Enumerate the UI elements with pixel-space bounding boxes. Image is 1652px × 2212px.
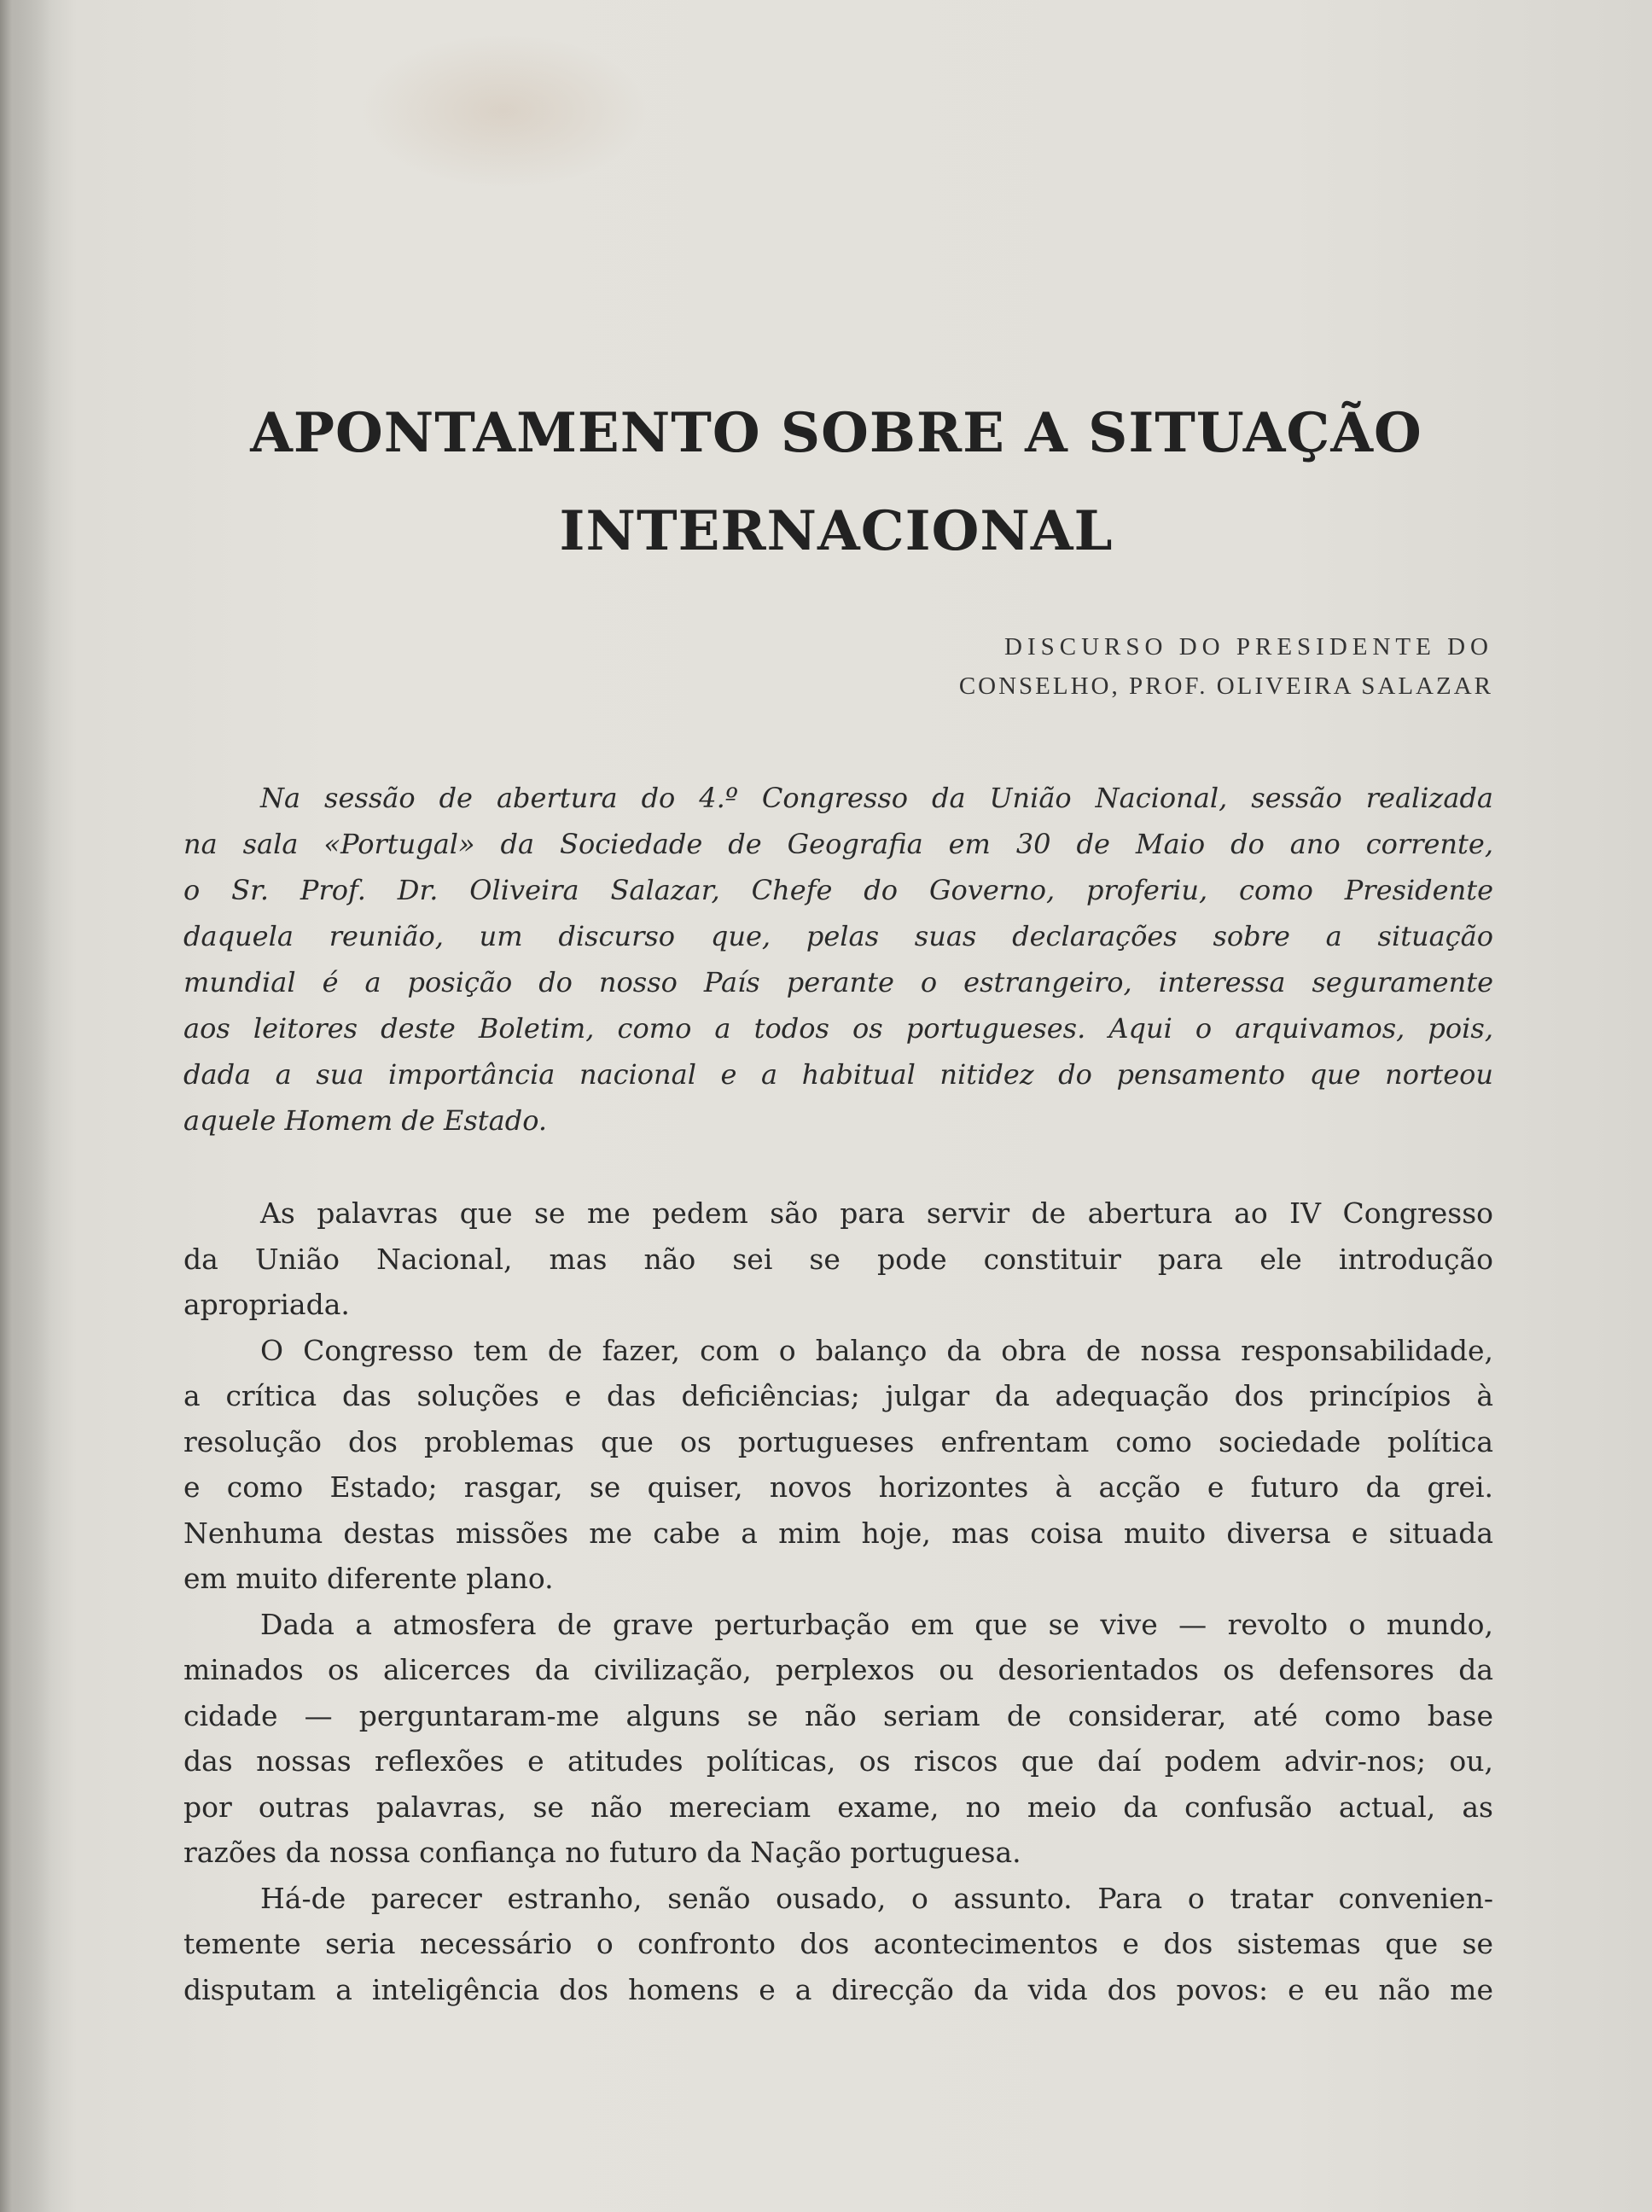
- body-line: da União Nacional, mas não sei se pode constituir para ele introdução: [183, 1242, 1493, 1276]
- body-line: apropriada.: [183, 1288, 350, 1321]
- body-line: As palavras que se me pedem são para servir de abertura ao IV Congresso: [260, 1196, 1493, 1230]
- body-line: razões da nossa confiança no futuro da Nação portuguesa.: [183, 1836, 1021, 1869]
- document-title-line-1: APONTAMENTO SOBRE A SITUAÇÃO: [250, 401, 1422, 465]
- body-line: e como Estado; rasgar, se quiser, novos horizontes à acção e futuro da grei.: [183, 1470, 1493, 1504]
- body-line: Nenhuma destas missões me cabe a mim hoje, mas coisa muito diversa e situada: [183, 1516, 1493, 1550]
- intro-line: na sala «Portugal» da Sociedade de Geografia em 30 de Maio do ano corrente,: [183, 828, 1493, 860]
- intro-line: aquele Homem de Estado.: [183, 1104, 548, 1137]
- body-line: disputam a inteligência dos homens e a direcção da vida dos povos: e eu não me: [183, 1972, 1493, 2006]
- body-line: O Congresso tem de fazer, com o balanço da obra de nossa responsabilidade,: [260, 1333, 1493, 1367]
- body-line: resolução dos problemas que os portugueses enfrentam como sociedade política: [183, 1424, 1493, 1458]
- intro-line: o Sr. Prof. Dr. Oliveira Salazar, Chefe do Governo, proferiu, como Presidente: [183, 874, 1493, 906]
- document-title-line-2: INTERNACIONAL: [559, 499, 1114, 563]
- body-line: cidade — perguntaram-me alguns se não seriam de considerar, até como base: [183, 1698, 1493, 1732]
- body-line: das nossas reflexões e atitudes políticas, os riscos que daí podem advir-nos; ou,: [183, 1744, 1493, 1778]
- intro-line: aos leitores deste Boletim, como a todos os portugueses. Aqui o arquivamos, pois,: [183, 1012, 1493, 1045]
- byline-line-1: DISCURSO DO PRESIDENTE DO: [1004, 633, 1493, 661]
- body-line: temente seria necessário o confronto dos acontecimentos e dos sistemas que se: [183, 1927, 1493, 1960]
- body-line: a crítica das soluções e das deficiências; julgar da adequação dos princípios à: [183, 1379, 1493, 1412]
- body-line: Há-de parecer estranho, senão ousado, o assunto. Para o tratar convenien-: [260, 1881, 1493, 1915]
- intro-line: mundial é a posição do nosso País perante o estrangeiro, interessa seguramente: [183, 966, 1493, 998]
- byline-line-2: CONSELHO, PROF. OLIVEIRA SALAZAR: [958, 672, 1493, 700]
- intro-line: Na sessão de abertura do 4.º Congresso da União Nacional, sessão realizada: [260, 782, 1493, 814]
- body-line: por outras palavras, se não mereciam exame, no meio da confusão actual, as: [183, 1790, 1493, 1824]
- body-text: [183, 1190, 1493, 2012]
- body-line: Dada a atmosfera de grave perturbação em que se vive — revolto o mundo,: [260, 1607, 1493, 1641]
- intro-line: dada a sua importância nacional e a habitual nitidez do pensamento que norteou: [183, 1058, 1493, 1091]
- body-line: em muito diferente plano.: [183, 1562, 554, 1595]
- body-line: minados os alicerces da civilização, perplexos ou desorientados os defensores da: [183, 1653, 1493, 1686]
- paper-stain: [358, 34, 649, 188]
- book-binding-shadow: [0, 0, 51, 2212]
- intro-line: daquela reunião, um discurso que, pelas suas declarações sobre a situação: [183, 920, 1493, 952]
- intro-paragraph: [183, 775, 1493, 1144]
